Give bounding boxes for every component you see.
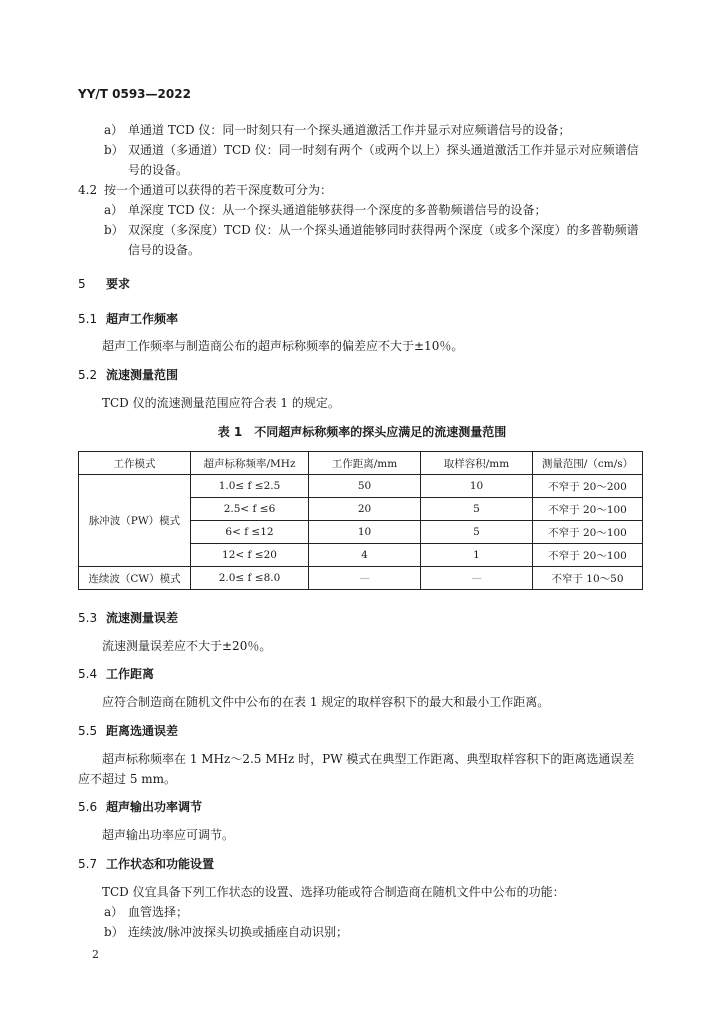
table-row [79,567,643,590]
table-header-row [79,452,643,475]
table-cell: 20 [309,498,421,521]
list-item-label: b） [104,143,124,157]
section-number: 5.7 [78,857,98,871]
section-title: 要求 [106,277,131,291]
section-heading [78,609,178,626]
table-cell: 不窄于 20～100 [533,544,643,567]
list-item-continuation: 号的设备。 [128,163,189,177]
flow-range-table [78,451,643,590]
list-item-continuation: 信号的设备。 [128,243,201,257]
list-item: 双深度（多深度）TCD 仪：从一个探头通道能够同时获得两个深度（或多个深度）的多普勒频谱 [128,223,639,237]
paragraph: 超声工作频率与制造商公布的超声标称频率的偏差应不大于±10％。 [102,339,464,353]
section-number: 5.6 [78,800,98,814]
list-item-label: a） [104,905,124,919]
paragraph: 流速测量误差应不大于±20％。 [102,639,272,653]
section-number: 5.5 [78,724,98,738]
table-cell: 10 [309,521,421,544]
section-title: 流速测量范围 [106,368,179,382]
table-cell-empty: — [309,567,421,590]
table-cell: 2.0≤ f ≤8.0 [191,567,309,590]
table-cell-mode: 脉冲波（PW）模式 [79,475,191,567]
section-number: 5.2 [78,368,98,382]
table-header: 测量范围/（cm/s） [533,452,643,475]
table-cell: 6< f ≤12 [191,521,309,544]
section-heading [78,665,154,682]
section-title: 距离选通误差 [106,724,179,738]
section-title: 工作距离 [106,667,155,681]
table-cell-mode: 连续波（CW）模式 [79,567,191,590]
paragraph-continuation: 应不超过 5 mm。 [78,772,177,786]
section-number: 5.1 [78,312,98,326]
table-row [79,475,643,498]
table-cell: 不窄于 20～100 [533,521,643,544]
clause-number: 4.2 [78,183,98,197]
section-title: 超声输出功率调节 [106,800,203,814]
table-cell: 不窄于 10～50 [533,567,643,590]
list-item: 血管选择； [128,905,189,919]
paragraph: 应符合制造商在随机文件中公布的在表 1 规定的取样容积下的最大和最小工作距离。 [102,695,550,709]
page-number: 2 [92,948,99,961]
table-cell-empty: — [421,567,533,590]
list-item: 连续波/脉冲波探头切换或插座自动识别； [128,925,349,939]
table-cell: 10 [421,475,533,498]
section-number: 5.4 [78,667,98,681]
clause-text: 按一个通道可以获得的若干深度数可分为： [104,183,333,197]
list-item: 单深度 TCD 仪：从一个探头通道能够获得一个深度的多普勒频谱信号的设备； [128,203,547,217]
section-heading [78,722,178,739]
section-heading [78,366,178,383]
table-header: 超声标称频率/MHz [191,452,309,475]
table-cell: 5 [421,498,533,521]
section-number: 5 [78,277,86,291]
list-item-label: a） [104,203,124,217]
section-title: 流速测量误差 [106,611,179,625]
table-header: 取样容积/mm [421,452,533,475]
section-title: 超声工作频率 [106,312,179,326]
list-item-label: b） [104,925,124,939]
paragraph: TCD 仪宜具备下列工作状态的设置、选择功能或符合制造商在随机文件中公布的功能： [102,885,565,899]
list-item-label: a） [104,123,124,137]
table-cell: 2.5< f ≤6 [191,498,309,521]
table-cell: 50 [309,475,421,498]
table-cell: 不窄于 20～100 [533,498,643,521]
table-cell: 不窄于 20～200 [533,475,643,498]
table-cell: 12< f ≤20 [191,544,309,567]
section-heading [78,275,130,292]
paragraph: 超声输出功率应可调节。 [102,828,235,842]
table-cell: 1.0≤ f ≤2.5 [191,475,309,498]
table-cell: 1 [421,544,533,567]
table-cell: 5 [421,521,533,544]
document-id-header: YY/T 0593—2022 [78,87,191,101]
table-header: 工作距离/mm [309,452,421,475]
section-heading [78,310,178,327]
section-number: 5.3 [78,611,98,625]
paragraph: TCD 仪的流速测量范围应符合表 1 的规定。 [102,396,340,410]
list-item: 单通道 TCD 仪：同一时刻只有一个探头通道激活工作并显示对应频谱信号的设备； [128,123,571,137]
table-caption: 表 1 不同超声标称频率的探头应满足的流速测量范围 [217,425,507,439]
section-heading [78,855,214,872]
list-item-label: b） [104,223,124,237]
section-title: 工作状态和功能设置 [106,857,215,871]
table-cell: 4 [309,544,421,567]
table-header: 工作模式 [79,452,191,475]
section-heading [78,798,202,815]
paragraph: 超声标称频率在 1 MHz～2.5 MHz 时，PW 模式在典型工作距离、典型取样容积下的距离选通误差 [102,752,635,766]
list-item: 双通道（多通道）TCD 仪：同一时刻有两个（或两个以上）探头通道激活工作并显示对应频谱信 [128,143,639,157]
